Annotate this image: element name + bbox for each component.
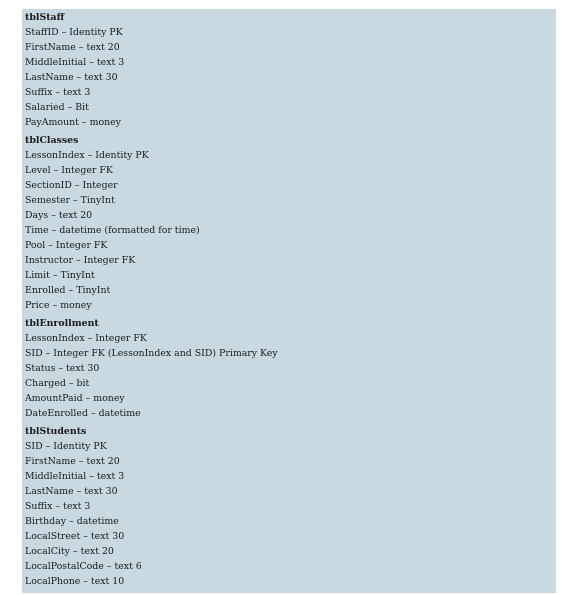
- field-line: MiddleInitial – text 3: [25, 57, 125, 68]
- field-line: Price – money: [25, 300, 92, 311]
- field-line: StaffID – Identity PK: [25, 27, 123, 38]
- field-line: Status – text 30: [25, 363, 100, 374]
- field-line: PayAmount – money: [25, 117, 121, 128]
- field-line: LocalPostalCode – text 6: [25, 561, 142, 572]
- field-line: Charged – bit: [25, 378, 90, 389]
- field-line: FirstName – text 20: [25, 42, 120, 53]
- field-line: FirstName – text 20: [25, 456, 120, 467]
- field-line: Birthday – datetime: [25, 516, 119, 527]
- table-name: tblStaff: [25, 12, 65, 23]
- field-line: SectionID – Integer: [25, 180, 118, 191]
- field-line: LocalCity – text 20: [25, 546, 114, 557]
- field-line: LocalStreet – text 30: [25, 531, 125, 542]
- field-line: LastName – text 30: [25, 72, 118, 83]
- table-block-classes: [25, 134, 556, 313]
- field-line: SID – Integer FK (LessonIndex and SID) Primary Key: [25, 348, 278, 359]
- table-name: tblStudents: [25, 426, 87, 437]
- field-line: Salaried – Bit: [25, 102, 89, 113]
- field-line: Semester – TinyInt: [25, 195, 115, 206]
- table-name: tblClasses: [25, 135, 79, 146]
- table-block-enrollment: [25, 317, 556, 421]
- field-line: Suffix – text 3: [25, 501, 91, 512]
- field-line: LessonIndex – Integer FK: [25, 333, 147, 344]
- field-line: MiddleInitial – text 3: [25, 471, 125, 482]
- table-block-staff: [25, 11, 556, 130]
- field-line: LocalPhone – text 10: [25, 576, 125, 587]
- schema-document: [22, 9, 556, 593]
- field-line: LessonIndex – Identity PK: [25, 150, 149, 161]
- field-line: Enrolled – TinyInt: [25, 285, 111, 296]
- field-line: Days – text 20: [25, 210, 93, 221]
- field-line: DateEnrolled – datetime: [25, 408, 141, 419]
- field-line: Time – datetime (formatted for time): [25, 225, 200, 236]
- field-line: SID – Identity PK: [25, 441, 107, 452]
- field-line: Pool – Integer FK: [25, 240, 108, 251]
- field-line: Level – Integer FK: [25, 165, 113, 176]
- table-name: tblEnrollment: [25, 318, 99, 329]
- table-block-students: [25, 425, 556, 589]
- field-line: Instructor – Integer FK: [25, 255, 136, 266]
- field-line: Limit – TinyInt: [25, 270, 95, 281]
- field-line: Suffix – text 3: [25, 87, 91, 98]
- field-line: AmountPaid – money: [25, 393, 125, 404]
- field-line: LastName – text 30: [25, 486, 118, 497]
